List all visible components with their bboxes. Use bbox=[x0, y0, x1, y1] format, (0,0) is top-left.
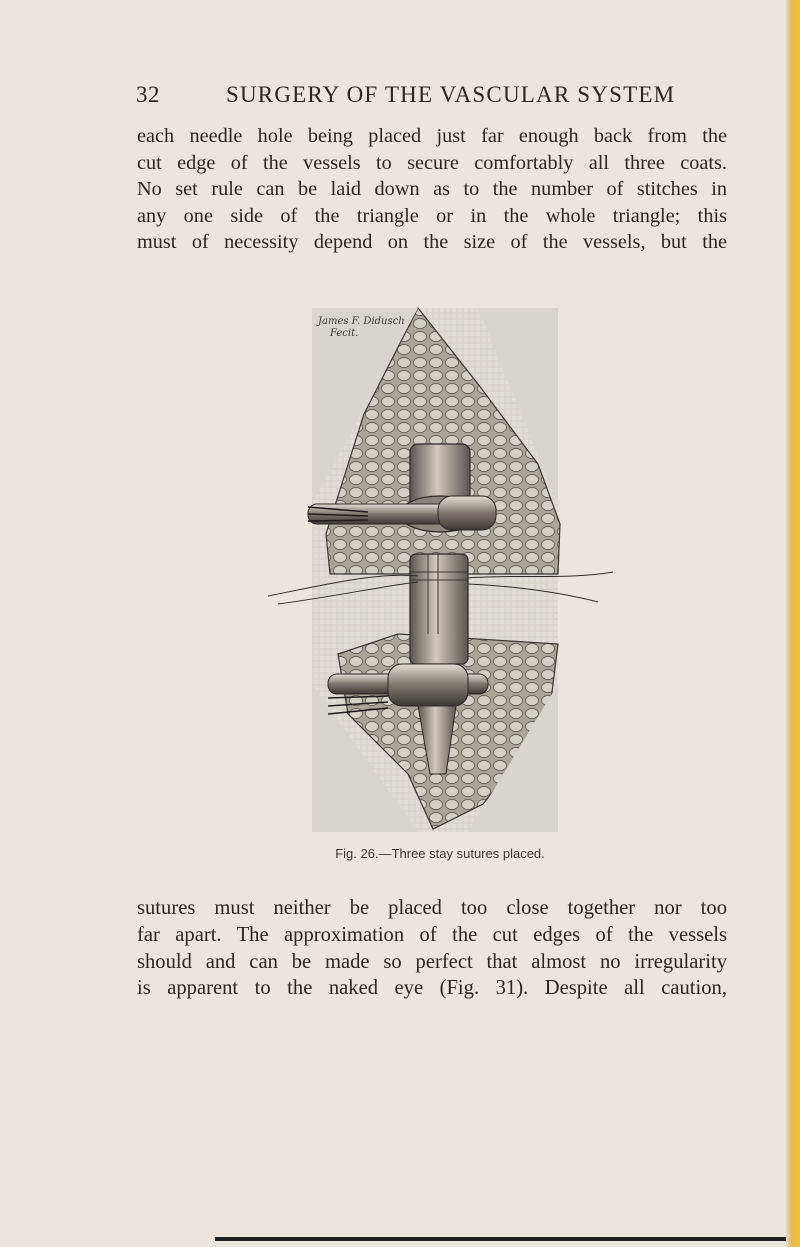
text-line: each needle hole being placed just far enough back from the bbox=[137, 125, 727, 147]
paragraph-bottom bbox=[137, 895, 727, 1002]
text-line: is apparent to the naked eye (Fig. 31). Despite all caution, bbox=[137, 977, 727, 1000]
artist-fecit: Fecit. bbox=[330, 328, 359, 339]
text-line: sutures must neither be placed too close together nor too bbox=[137, 897, 727, 919]
bottom-rule bbox=[215, 1237, 786, 1241]
text-line: any one side of the triangle or in the whole triangle; this bbox=[137, 204, 727, 227]
text-line: should and can be made so perfect that almost no irregularity bbox=[137, 950, 727, 973]
running-head: SURGERY OF THE VASCULAR SYSTEM bbox=[226, 82, 676, 107]
text-line: must of necessity depend on the size of the vessels, but the bbox=[137, 231, 727, 254]
illustration-drawing bbox=[268, 304, 613, 834]
text-line: No set rule can be laid down as to the number of stitches in bbox=[137, 178, 727, 201]
artist-signature: James F. Didusch bbox=[318, 316, 405, 327]
page-header bbox=[136, 82, 736, 112]
paragraph-top bbox=[137, 123, 727, 256]
text-line: far apart. The approximation of the cut edges of the vessels bbox=[137, 923, 727, 946]
page-edge bbox=[786, 0, 800, 1247]
figure-caption: Fig. 26.—Three stay sutures placed. bbox=[335, 846, 545, 861]
page-number: 32 bbox=[136, 82, 160, 107]
text-line: cut edge of the vessels to secure comfortably all three coats. bbox=[137, 151, 727, 174]
surgical-illustration bbox=[268, 304, 613, 834]
